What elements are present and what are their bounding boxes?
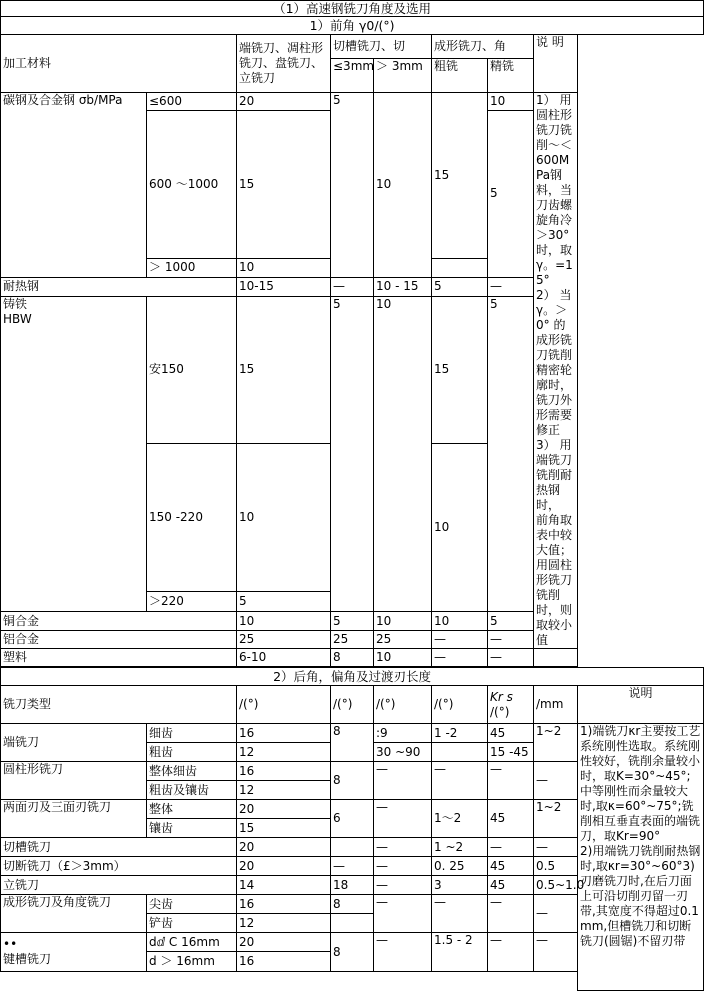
filler-row (1, 972, 578, 991)
col-b: /(°) (331, 686, 374, 724)
slot-e: — (488, 838, 534, 857)
form-b-blank (331, 914, 374, 933)
copper-g3b: 5 (488, 612, 534, 631)
col-e-unit: /(°) (490, 704, 510, 719)
heat-g1: 10-15 (237, 277, 331, 296)
plastic-g2a: 8 (331, 649, 374, 667)
iron-g3a-1: 15 (432, 296, 488, 444)
side-a2: 15 (237, 819, 331, 838)
form-e: — (488, 895, 534, 933)
al-label: 铝合金 (1, 631, 237, 649)
steel-g2a: 5 (331, 93, 374, 278)
col-form-group: 成形铣刀、角 (432, 35, 534, 59)
side-b: 6 (331, 800, 374, 838)
al-g2a: 25 (331, 631, 374, 649)
cut-c: — (374, 857, 432, 876)
steel-g3a-blank (432, 258, 488, 277)
end-f: 1~2 (534, 724, 578, 762)
cyl-b: 8 (331, 762, 374, 800)
cut-f: 0.5 (534, 857, 578, 876)
steel-g1-3: 10 (237, 258, 331, 277)
col-rough: 粗铣 (432, 59, 488, 93)
key-label (1, 933, 147, 972)
table-title: （1）高速钢铣刀角度及选用 (1, 1, 704, 17)
iron-g2a: 5 (331, 296, 374, 611)
side-e: 45 (488, 800, 534, 838)
end2-d: 3 (432, 876, 488, 895)
col-e-symbol: Kr s (490, 689, 513, 704)
iron-unit: HBW (3, 311, 32, 326)
key-d: 1.5 - 2 (432, 933, 488, 972)
slot-label: 切槽铣刀 (1, 838, 237, 857)
end2-f: 0.5~1.0 (534, 876, 578, 895)
end2-e: 45 (488, 876, 534, 895)
end-sub-1: 细齿 (147, 724, 237, 743)
rake-note-end (534, 649, 578, 667)
end2-a: 14 (237, 876, 331, 895)
form-d: — (432, 895, 488, 933)
end2-b: 18 (331, 876, 374, 895)
key-a1: 20 (237, 933, 331, 952)
rake-note: 1） 用圆柱形铣刀铣削〜＜600MPa钢料，当刀齿螺旋角冷＞30° 时，取 γ。=15° 2） 当γ。＞0° 的成形铣刀铣削精密轮廓时，铣刀外形需要修正 3） 用端铣刀铣削耐热钢时， 前角取表中较大值；用圆柱形铣刀铣削时，则取较小值 (534, 93, 578, 649)
heat-g2b: 10 - 15 (374, 277, 432, 296)
clearance-note: 1)端铣刀κr主要按工艺系统刚性选取。系统刚性较好，铣削余量较小时，取K=30°~45°;中等刚性而余量较大时,取κ=60°~75°;铣削相互垂直表面的端铣刀，取Kr=90° 2)用端铣刀铣削耐热钢时,取κr=30°~60°3)刃磨铣刀时,在后刀面上可沿切削刃留一刃带,其宽度不得超过0.1mm,但槽铣刀和切断铣刀(圆锯)不留刃带 (578, 724, 704, 991)
col-cutter-type: 铣刀类型 (1, 686, 237, 724)
col-f: /mm (534, 686, 578, 724)
col-material: 加工材料 (1, 35, 237, 93)
col-end-mill-group: 端铣刀、凋柱形铣刀、盘铣刀、立铣刀 (237, 35, 331, 93)
end-e1: 45 (488, 724, 534, 743)
key-b: 8 (331, 933, 374, 972)
side-c: — (374, 800, 432, 838)
form-a1: 16 (237, 895, 331, 914)
key-marker: •• (3, 937, 18, 951)
form-sub-1: 尖齿 (147, 895, 237, 914)
cyl-c: — (374, 762, 432, 800)
col-e (488, 686, 534, 724)
iron-range-2: 150 -220 (147, 444, 237, 592)
plastic-g3b: — (488, 649, 534, 667)
iron-g2b: 10 (374, 296, 432, 611)
cyl-d: — (432, 762, 488, 800)
cyl-e: — (488, 762, 534, 800)
steel-g3b-1: 10 (488, 93, 534, 111)
col-note-2: 说明 (578, 686, 704, 724)
col-finish: 精铣 (488, 59, 534, 93)
iron-g3b: 5 (488, 296, 534, 611)
end2-label: 立铣刀 (1, 876, 237, 895)
steel-g1-2: 15 (237, 111, 331, 259)
cut-e: 45 (488, 857, 534, 876)
cyl-a1: 16 (237, 762, 331, 781)
steel-range-2: 600 〜1000 (147, 111, 237, 259)
table-2 (0, 667, 704, 991)
end-c2: 30 ~90 (374, 743, 432, 762)
side-sub-2: 镶齿 (147, 819, 237, 838)
iron-g1-2: 10 (237, 444, 331, 592)
steel-label: 碳钢及合金钢 σb/MPa (1, 93, 147, 278)
heat-g3a: 5 (432, 277, 488, 296)
form-c: — (374, 895, 432, 933)
iron-range-1: 安150 (147, 296, 237, 444)
end-a2: 12 (237, 743, 331, 762)
steel-g2b: 10 (374, 93, 432, 278)
plastic-label: 塑料 (1, 649, 237, 667)
end2-c: — (374, 876, 432, 895)
cut-d: 0. 25 (432, 857, 488, 876)
form-sub-2: 铲齿 (147, 914, 237, 933)
rake-angle-subtitle: 1）前角 γ0/(°) (1, 17, 704, 35)
end-e2: 15 -45 (488, 743, 534, 762)
iron-g1-1: 15 (237, 296, 331, 444)
end-a1: 16 (237, 724, 331, 743)
form-label: 成形铣刀及角度铣刀 (1, 895, 147, 933)
slot-b (331, 838, 374, 857)
steel-range-3: ＞ 1000 (147, 258, 237, 277)
key-a2: 16 (237, 952, 331, 972)
steel-range-1: ≤600 (147, 93, 237, 111)
key-c: — (374, 933, 432, 972)
form-b: 8 (331, 895, 374, 914)
key-sub-2: d ＞ 16mm (147, 952, 237, 972)
steel-g1-1: 20 (237, 93, 331, 111)
col-gt3mm: ＞ 3mm (374, 59, 432, 93)
end-b: 8 (331, 724, 374, 762)
col-a: /(°) (237, 686, 331, 724)
slot-f: — (534, 838, 578, 857)
side-f: 1~2 (534, 800, 578, 838)
col-le3mm: ≤3mm (331, 59, 374, 93)
steel-g3b-2: 5 (488, 111, 534, 278)
steel-g3a: 15 (432, 93, 488, 259)
iron-range-3: ＞220 (147, 592, 237, 612)
plastic-g3a: — (432, 649, 488, 667)
al-g2b: 25 (374, 631, 432, 649)
plastic-g1: 6-10 (237, 649, 331, 667)
slot-a: 20 (237, 838, 331, 857)
col-note: 说 明 (534, 35, 578, 93)
key-e: — (488, 933, 534, 972)
slot-c: — (374, 838, 432, 857)
heat-label: 耐热钢 (1, 277, 237, 296)
side-d: 1〜2 (432, 800, 488, 838)
cyl-label: 圆柱形铣刀 (1, 762, 147, 800)
col-d: /(°) (432, 686, 488, 724)
cyl-sub-2: 粗齿及镶齿 (147, 781, 237, 800)
copper-label: 铜合金 (1, 612, 237, 631)
side-label: 两面刃及三面刃铣刀 (1, 800, 147, 838)
iron-g1-3: 5 (237, 592, 331, 612)
copper-g2a: 5 (331, 612, 374, 631)
heat-g2a: — (331, 277, 374, 296)
al-g3b: — (488, 631, 534, 649)
side-sub-1: 整体 (147, 800, 237, 819)
form-f: — (534, 895, 578, 933)
cut-label: 切断铣刀（£＞3mm） (1, 857, 237, 876)
end-d-blank (432, 743, 488, 762)
col-slot-group: 切槽铣刀、切 (331, 35, 432, 59)
cut-a: 20 (237, 857, 331, 876)
heat-g3b: — (488, 277, 534, 296)
cyl-f: — (534, 762, 578, 800)
col-c: /(°) (374, 686, 432, 724)
key-f: — (534, 933, 578, 972)
end-sub-2: 粗齿 (147, 743, 237, 762)
plastic-g2b: 10 (374, 649, 432, 667)
cyl-sub-1: 整体细齿 (147, 762, 237, 781)
cut-b: — (331, 857, 374, 876)
al-g1: 25 (237, 631, 331, 649)
cyl-a2: 12 (237, 781, 331, 800)
key-name: 键槽铣刀 (3, 952, 52, 966)
iron-name: 铸铁 (3, 296, 28, 311)
form-a2: 12 (237, 914, 331, 933)
copper-g1: 10 (237, 612, 331, 631)
slot-d: 1 ~2 (432, 838, 488, 857)
iron-label (1, 296, 147, 611)
key-sub-1: dⅆ C 16mm (147, 933, 237, 952)
copper-g2b: 10 (374, 612, 432, 631)
end-mill-label: 端铣刀 (1, 724, 147, 762)
al-g3a: — (432, 631, 488, 649)
end-d: 1 -2 (432, 724, 488, 743)
end-c1: :9 (374, 724, 432, 743)
clearance-subtitle: 2）后角，偏角及过渡刃长度 (1, 668, 704, 686)
side-a1: 20 (237, 800, 331, 819)
iron-g3a-2: 10 (432, 444, 488, 612)
copper-g3a: 10 (432, 612, 488, 631)
